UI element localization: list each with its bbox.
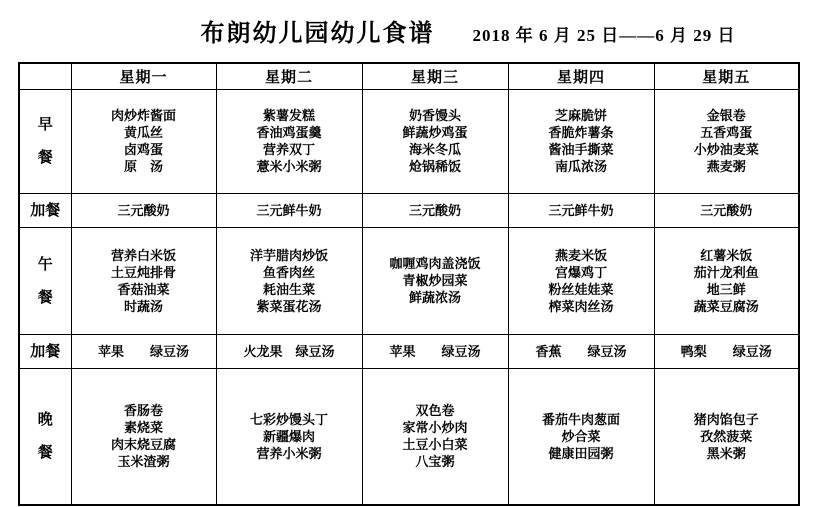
text-line: 南瓜浓汤	[554, 159, 607, 174]
text-line: 黄瓜丝	[123, 125, 163, 140]
menu-cell	[71, 89, 216, 193]
text-line: 粉丝娃娃菜	[548, 281, 614, 297]
text-line: 苹果 绿豆汤	[389, 343, 481, 359]
text-line: 三元酸奶	[117, 202, 170, 218]
text-line: 燕麦粥	[706, 159, 746, 174]
menu-cell	[508, 368, 654, 505]
text-line: 香脆炸薯条	[548, 125, 614, 140]
menu-cell	[71, 227, 216, 334]
text-line: 三元酸奶	[408, 202, 461, 218]
date-range: 2018 年 6 月 25 日——6 月 29 日	[472, 26, 736, 45]
menu-cell	[71, 368, 216, 505]
text-line: 原 汤	[123, 159, 163, 174]
text-line: 奶香馒头	[408, 108, 461, 123]
text-line: 双色卷	[415, 403, 455, 419]
text-line: 紫菜蛋花汤	[256, 298, 322, 314]
day-header-friday: 星期五	[654, 63, 799, 89]
text-line: 鱼香肉丝	[262, 264, 315, 280]
menu-table	[18, 62, 800, 506]
text-line: 青椒炒园菜	[402, 273, 468, 288]
text-line: 蔬菜豆腐汤	[693, 298, 759, 314]
menu-cell	[71, 334, 216, 368]
text-line: 七彩炒馒头丁	[249, 411, 328, 427]
text-line: 地三鲜	[706, 281, 746, 297]
text-line: 三元酸奶	[700, 202, 753, 218]
text-line: 香肠卷	[123, 403, 163, 419]
menu-cell	[508, 227, 654, 334]
text-line: 营养小米粥	[256, 445, 322, 461]
text-line: 土豆小白菜	[402, 437, 468, 453]
text-line: 金银卷	[706, 108, 746, 123]
text-line: 五香鸡蛋	[700, 125, 753, 140]
page-title: 布朗幼儿园幼儿食谱	[200, 21, 435, 47]
corner-cell	[19, 63, 71, 89]
text-line: 午	[37, 255, 53, 273]
afternoon-snack-row	[19, 334, 799, 368]
menu-cell	[508, 334, 654, 368]
day-header-monday: 星期一	[71, 63, 216, 89]
text-line: 番茄牛肉葱面	[541, 411, 620, 427]
morning-snack-row	[19, 193, 799, 227]
row-label-snack	[19, 334, 71, 368]
text-line: 炝锅稀饭	[408, 159, 461, 174]
menu-cell	[362, 227, 508, 334]
text-line: 宫爆鸡丁	[554, 264, 607, 280]
text-line: 三元鲜牛奶	[256, 202, 322, 218]
menu-cell	[654, 89, 799, 193]
menu-cell	[216, 368, 362, 505]
menu-cell	[362, 368, 508, 505]
text-line: 洋芋腊肉炒饭	[249, 247, 328, 263]
text-line: 薏米小米粥	[256, 159, 322, 174]
row-label-snack	[19, 193, 71, 227]
text-line: 猪肉馅包子	[693, 411, 759, 427]
text-line: 香油鸡蛋羹	[256, 125, 322, 140]
menu-cell	[216, 334, 362, 368]
text-line: 鲜蔬浓汤	[408, 290, 461, 305]
text-line: 香菇油菜	[117, 281, 170, 297]
lunch-row	[19, 227, 799, 334]
menu-cell	[654, 193, 799, 227]
text-line: 红薯米饭	[700, 247, 753, 263]
menu-cell	[362, 193, 508, 227]
text-line: 营养白米饭	[110, 247, 176, 263]
dinner-row	[19, 368, 799, 505]
text-line: 榨菜肉丝汤	[548, 298, 614, 314]
text-line: 芝麻脆饼	[554, 108, 607, 123]
text-line: 加餐	[30, 201, 61, 219]
text-line: 苹果 绿豆汤	[97, 343, 189, 359]
text-line: 餐	[37, 149, 53, 166]
text-line: 早	[37, 116, 53, 133]
menu-cell	[216, 89, 362, 193]
text-line: 肉末烧豆腐	[110, 437, 176, 453]
text-line: 香蕉 绿豆汤	[535, 343, 627, 359]
menu-cell	[216, 193, 362, 227]
text-line: 餐	[37, 444, 53, 462]
day-header-tuesday: 星期二	[216, 63, 362, 89]
menu-cell	[654, 368, 799, 505]
menu-cell	[654, 334, 799, 368]
text-line: 素烧菜	[123, 420, 163, 436]
text-line: 孜然菠菜	[700, 428, 753, 444]
row-label-breakfast	[19, 89, 71, 193]
text-line: 小炒油麦菜	[693, 142, 759, 157]
menu-cell	[216, 227, 362, 334]
text-line: 炒合菜	[561, 428, 601, 444]
breakfast-row	[19, 89, 799, 193]
text-line: 黑米粥	[706, 445, 746, 461]
menu-cell	[654, 227, 799, 334]
text-line: 晚	[37, 411, 53, 429]
row-label-lunch	[19, 227, 71, 334]
text-line: 三元鲜牛奶	[548, 202, 614, 218]
document-header	[60, 20, 816, 48]
text-line: 土豆炖排骨	[110, 264, 176, 280]
text-line: 茄汁龙利鱼	[693, 264, 759, 280]
text-line: 八宝粥	[415, 454, 455, 470]
text-line: 火龙果 绿豆汤	[243, 343, 335, 359]
menu-cell	[362, 89, 508, 193]
text-line: 餐	[37, 288, 53, 306]
text-line: 酱油手撕菜	[548, 142, 614, 157]
row-label-dinner	[19, 368, 71, 505]
text-line: 海米冬瓜	[408, 142, 461, 157]
text-line: 鸭梨 绿豆汤	[680, 343, 772, 359]
text-line: 卤鸡蛋	[123, 142, 163, 157]
text-line: 肉炒炸酱面	[110, 108, 176, 123]
day-header-wednesday: 星期三	[362, 63, 508, 89]
text-line: 健康田园粥	[548, 445, 614, 461]
text-line: 玉米渣粥	[117, 454, 170, 470]
text-line: 营养双丁	[262, 142, 315, 157]
text-line: 时蔬汤	[123, 298, 163, 314]
header-row	[19, 63, 799, 89]
text-line: 紫薯发糕	[262, 108, 315, 123]
menu-cell	[362, 334, 508, 368]
text-line: 加餐	[30, 342, 61, 360]
menu-cell	[71, 193, 216, 227]
menu-cell	[508, 89, 654, 193]
text-line: 新疆爆肉	[262, 428, 315, 444]
menu-cell	[508, 193, 654, 227]
text-line: 家常小炒肉	[402, 420, 468, 436]
text-line: 鲜蔬炒鸡蛋	[402, 125, 468, 140]
text-line: 咖喱鸡肉盖浇饭	[389, 256, 481, 271]
text-line: 耗油生菜	[262, 281, 315, 297]
day-header-thursday: 星期四	[508, 63, 654, 89]
text-line: 燕麦米饭	[554, 247, 607, 263]
